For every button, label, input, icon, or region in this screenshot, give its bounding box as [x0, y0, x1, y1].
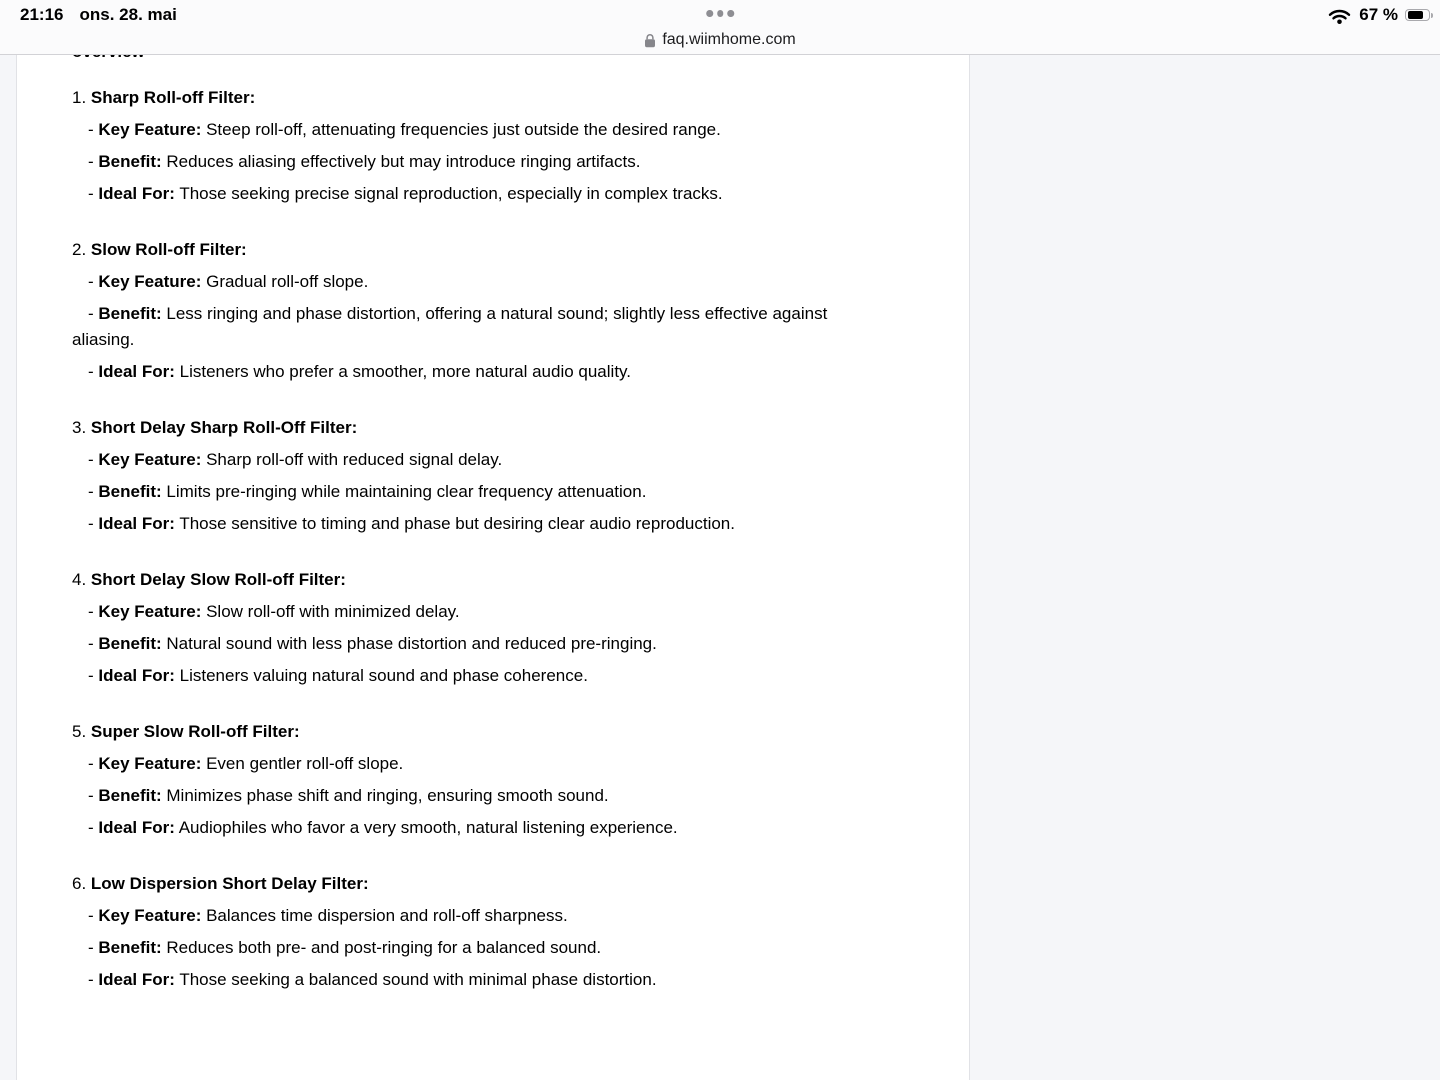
filter-section — [72, 237, 894, 385]
bullet-dash: - — [88, 362, 99, 381]
address-bar[interactable] — [0, 27, 1440, 53]
bullet-line — [72, 511, 894, 537]
filter-section — [72, 719, 894, 841]
status-time: 21:16 — [20, 5, 64, 24]
bullet-label: Key Feature: — [98, 120, 202, 139]
bullet-dash: - — [88, 304, 99, 323]
bullet-dash: - — [88, 184, 99, 203]
lock-icon — [644, 33, 656, 48]
bullet-label: Ideal For: — [98, 184, 175, 203]
section-title: Low Dispersion Short Delay Filter: — [90, 874, 369, 893]
bullet-label: Ideal For: — [98, 666, 175, 685]
bullet-text: Those seeking a balanced sound with minimal phase distortion. — [174, 970, 657, 989]
status-right — [1327, 3, 1430, 27]
bullet-line — [72, 447, 894, 473]
bullet-dash: - — [88, 514, 99, 533]
bullet-text: Reduces aliasing effectively but may introduce ringing artifacts. — [161, 152, 641, 171]
section-title: Super Slow Roll-off Filter: — [90, 722, 300, 741]
bullet-dash: - — [88, 818, 99, 837]
bullet-dash: - — [88, 906, 99, 925]
section-heading — [72, 237, 894, 263]
bullet-label: Key Feature: — [98, 272, 202, 291]
bullet-dash: - — [88, 120, 99, 139]
bullet-label: Ideal For: — [98, 970, 175, 989]
section-heading — [72, 415, 894, 441]
bullet-label: Benefit: — [98, 786, 162, 805]
bullet-dash: - — [88, 786, 99, 805]
battery-fill — [1408, 11, 1423, 19]
bullet-label: Key Feature: — [98, 602, 202, 621]
bullet-text: Those sensitive to timing and phase but desiring clear audio reproduction. — [174, 514, 735, 533]
section-heading — [72, 719, 894, 745]
url-text: faq.wiimhome.com — [662, 31, 796, 48]
bullet-text: Audiophiles who favor a very smooth, natural listening experience. — [174, 818, 678, 837]
dot-icon — [706, 10, 713, 17]
article-content — [17, 39, 969, 993]
bullet-text: Listeners valuing natural sound and phase coherence. — [174, 666, 588, 685]
bullet-label: Key Feature: — [98, 754, 202, 773]
bullet-label: Ideal For: — [98, 818, 175, 837]
bullet-dash: - — [88, 272, 99, 291]
bullet-dash: - — [88, 602, 99, 621]
section-number: 6. — [72, 874, 91, 893]
bullet-line — [72, 117, 894, 143]
bullet-line — [72, 903, 894, 929]
dot-icon — [717, 10, 724, 17]
bullet-label: Benefit: — [98, 304, 162, 323]
bullet-label: Benefit: — [98, 938, 162, 957]
bullet-text: Less ringing and phase distortion, offering a natural sound; slightly less effective against aliasing. — [72, 304, 828, 349]
battery-percent: 67 % — [1359, 5, 1398, 24]
filter-section — [72, 871, 894, 993]
bullet-dash: - — [88, 666, 99, 685]
bullet-dash: - — [88, 634, 99, 653]
bullet-label: Benefit: — [98, 482, 162, 501]
section-title: Short Delay Sharp Roll-Off Filter: — [90, 418, 358, 437]
bullet-text: Natural sound with less phase distortion and reduced pre-ringing. — [161, 634, 657, 653]
battery-icon — [1405, 9, 1430, 22]
bullet-text: Slow roll-off with minimized delay. — [201, 602, 460, 621]
filter-section — [72, 415, 894, 537]
section-heading — [72, 85, 894, 111]
bullet-label: Key Feature: — [98, 906, 202, 925]
section-title: Short Delay Slow Roll-off Filter: — [90, 570, 346, 589]
section-number: 1. — [72, 88, 91, 107]
status-left — [20, 3, 177, 27]
bullet-line — [72, 479, 894, 505]
bullet-label: Key Feature: — [98, 450, 202, 469]
bullet-line — [72, 301, 894, 353]
section-heading — [72, 567, 894, 593]
bullet-dash: - — [88, 938, 99, 957]
bullet-text: Listeners who prefer a smoother, more natural audio quality. — [174, 362, 632, 381]
bullet-line — [72, 935, 894, 961]
bullet-line — [72, 599, 894, 625]
bullet-line — [72, 149, 894, 175]
bullet-text: Steep roll-off, attenuating frequencies just outside the desired range. — [201, 120, 721, 139]
bullet-label: Benefit: — [98, 152, 162, 171]
bullet-text: Sharp roll-off with reduced signal delay. — [201, 450, 503, 469]
bullet-line — [72, 269, 894, 295]
web-page[interactable] — [16, 55, 970, 1080]
bullet-dash: - — [88, 450, 99, 469]
bullet-text: Gradual roll-off slope. — [201, 272, 369, 291]
bullet-label: Ideal For: — [98, 362, 175, 381]
bullet-line — [72, 663, 894, 689]
bullet-text: Limits pre-ringing while maintaining clear frequency attenuation. — [161, 482, 647, 501]
bullet-line — [72, 783, 894, 809]
status-date: ons. 28. mai — [79, 5, 177, 24]
bullet-dash: - — [88, 754, 99, 773]
wifi-icon — [1327, 6, 1352, 25]
bullet-line — [72, 967, 894, 993]
section-number: 3. — [72, 418, 91, 437]
section-title: Slow Roll-off Filter: — [90, 240, 247, 259]
bullet-line — [72, 181, 894, 207]
bullet-line — [72, 751, 894, 777]
section-title: Sharp Roll-off Filter: — [90, 88, 256, 107]
bullet-line — [72, 631, 894, 657]
bullet-text: Even gentler roll-off slope. — [201, 754, 404, 773]
bullet-label: Benefit: — [98, 634, 162, 653]
bullet-line — [72, 815, 894, 841]
bullet-dash: - — [88, 970, 99, 989]
section-number: 4. — [72, 570, 91, 589]
section-heading — [72, 871, 894, 897]
bullet-dash: - — [88, 152, 99, 171]
filter-sections — [72, 85, 894, 993]
bullet-text: Minimizes phase shift and ringing, ensuring smooth sound. — [161, 786, 609, 805]
multitasking-dots-icon[interactable] — [706, 10, 734, 17]
safari-top-bar — [0, 0, 1440, 55]
dot-icon — [727, 10, 734, 17]
filter-section — [72, 567, 894, 689]
filter-section — [72, 85, 894, 207]
bullet-text: Balances time dispersion and roll-off sharpness. — [201, 906, 568, 925]
section-number: 2. — [72, 240, 91, 259]
battery-nub — [1431, 13, 1433, 18]
bullet-text: Reduces both pre- and post-ringing for a balanced sound. — [161, 938, 602, 957]
bullet-text: Those seeking precise signal reproduction, especially in complex tracks. — [174, 184, 723, 203]
bullet-dash: - — [88, 482, 99, 501]
section-number: 5. — [72, 722, 91, 741]
bullet-line — [72, 359, 894, 385]
bullet-label: Ideal For: — [98, 514, 175, 533]
